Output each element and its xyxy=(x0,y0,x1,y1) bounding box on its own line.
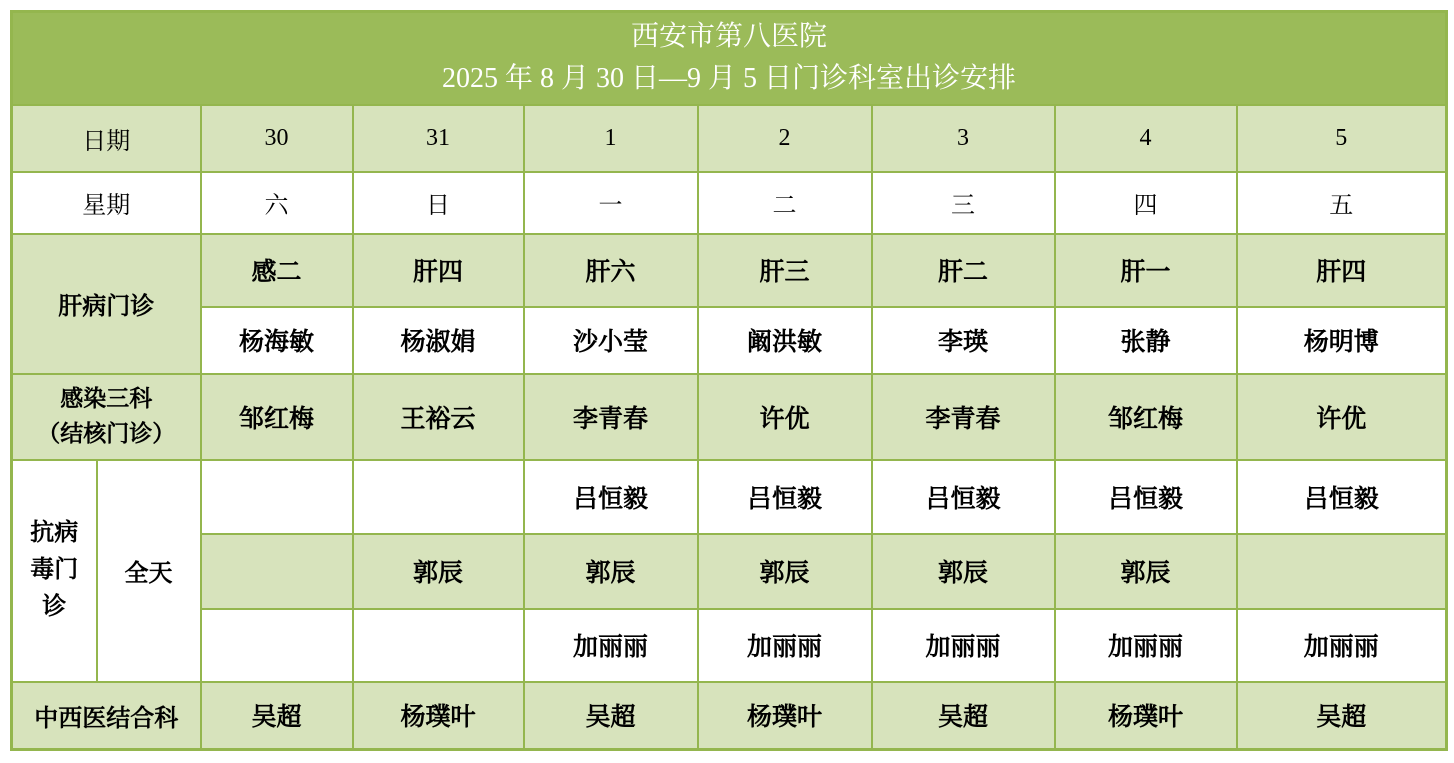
section-label-integrative-medicine: 中西医结合科 xyxy=(12,682,201,750)
doctor-cell: 吴超 xyxy=(201,682,353,750)
clinic-code-cell: 肝一 xyxy=(1055,234,1237,307)
clinic-code-cell: 肝二 xyxy=(872,234,1055,307)
date-cell: 1 xyxy=(524,105,698,172)
doctor-cell: 郭辰 xyxy=(524,534,698,609)
antiviral-time-label: 全天 xyxy=(97,460,201,682)
doctor-cell: 加丽丽 xyxy=(524,609,698,682)
doctor-cell xyxy=(201,460,353,534)
doctor-cell: 杨明博 xyxy=(1237,307,1447,374)
clinic-code-cell: 肝四 xyxy=(1237,234,1447,307)
weekday-cell: 二 xyxy=(698,172,872,234)
weekday-cell: 四 xyxy=(1055,172,1237,234)
doctor-cell: 李青春 xyxy=(872,374,1055,460)
section-label-liver-clinic: 肝病门诊 xyxy=(12,234,201,374)
weekday-cell: 一 xyxy=(524,172,698,234)
doctor-cell: 王裕云 xyxy=(353,374,524,460)
doctor-cell: 吕恒毅 xyxy=(698,460,872,534)
weekday-cell: 六 xyxy=(201,172,353,234)
date-cell: 30 xyxy=(201,105,353,172)
weekday-cell: 三 xyxy=(872,172,1055,234)
weekday-cell: 日 xyxy=(353,172,524,234)
hospital-name: 西安市第八医院 xyxy=(631,21,828,53)
weekday-cell: 五 xyxy=(1237,172,1447,234)
doctor-cell: 吕恒毅 xyxy=(1055,460,1237,534)
doctor-cell: 郭辰 xyxy=(698,534,872,609)
doctor-cell: 吕恒毅 xyxy=(1237,460,1447,534)
doctor-cell: 沙小莹 xyxy=(524,307,698,374)
clinic-code-cell: 肝六 xyxy=(524,234,698,307)
doctor-cell: 加丽丽 xyxy=(698,609,872,682)
doctor-cell: 郭辰 xyxy=(353,534,524,609)
doctor-cell: 加丽丽 xyxy=(1055,609,1237,682)
outpatient-schedule-table xyxy=(10,10,1448,751)
date-cell: 2 xyxy=(698,105,872,172)
doctor-cell: 邹红梅 xyxy=(1055,374,1237,460)
doctor-cell xyxy=(353,460,524,534)
doctor-cell: 张静 xyxy=(1055,307,1237,374)
doctor-cell xyxy=(353,609,524,682)
doctor-cell: 加丽丽 xyxy=(872,609,1055,682)
doctor-cell: 杨海敏 xyxy=(201,307,353,374)
clinic-code-cell: 肝三 xyxy=(698,234,872,307)
doctor-cell: 杨璞叶 xyxy=(1055,682,1237,750)
antiviral-label-text: 抗病毒门诊 xyxy=(30,519,79,621)
clinic-code-cell: 肝四 xyxy=(353,234,524,307)
table-title xyxy=(12,12,1447,105)
doctor-cell: 吕恒毅 xyxy=(872,460,1055,534)
doctor-cell: 杨淑娟 xyxy=(353,307,524,374)
doctor-cell: 吕恒毅 xyxy=(524,460,698,534)
doctor-cell: 杨璞叶 xyxy=(698,682,872,750)
date-cell: 5 xyxy=(1237,105,1447,172)
doctor-cell: 李瑛 xyxy=(872,307,1055,374)
section-label-antiviral-clinic xyxy=(12,460,97,682)
doctor-cell: 许优 xyxy=(698,374,872,460)
doctor-cell xyxy=(201,534,353,609)
doctor-cell: 加丽丽 xyxy=(1237,609,1447,682)
doctor-cell xyxy=(1237,534,1447,609)
doctor-cell: 阚洪敏 xyxy=(698,307,872,374)
doctor-cell: 杨璞叶 xyxy=(353,682,524,750)
doctor-cell: 李青春 xyxy=(524,374,698,460)
weekday-row-label: 星期 xyxy=(12,172,201,234)
clinic-code-cell: 感二 xyxy=(201,234,353,307)
date-row-label: 日期 xyxy=(12,105,201,172)
doctor-cell: 郭辰 xyxy=(872,534,1055,609)
date-cell: 3 xyxy=(872,105,1055,172)
doctor-cell: 许优 xyxy=(1237,374,1447,460)
doctor-cell: 郭辰 xyxy=(1055,534,1237,609)
doctor-cell: 吴超 xyxy=(524,682,698,750)
schedule-date-range: 2025 年 8 月 30 日—9 月 5 日门诊科室出诊安排 xyxy=(442,63,1017,95)
doctor-cell: 吴超 xyxy=(872,682,1055,750)
date-cell: 4 xyxy=(1055,105,1237,172)
doctor-cell xyxy=(201,609,353,682)
section-label-infection-dept: 感染三科 （结核门诊） xyxy=(12,374,201,460)
date-cell: 31 xyxy=(353,105,524,172)
doctor-cell: 吴超 xyxy=(1237,682,1447,750)
doctor-cell: 邹红梅 xyxy=(201,374,353,460)
